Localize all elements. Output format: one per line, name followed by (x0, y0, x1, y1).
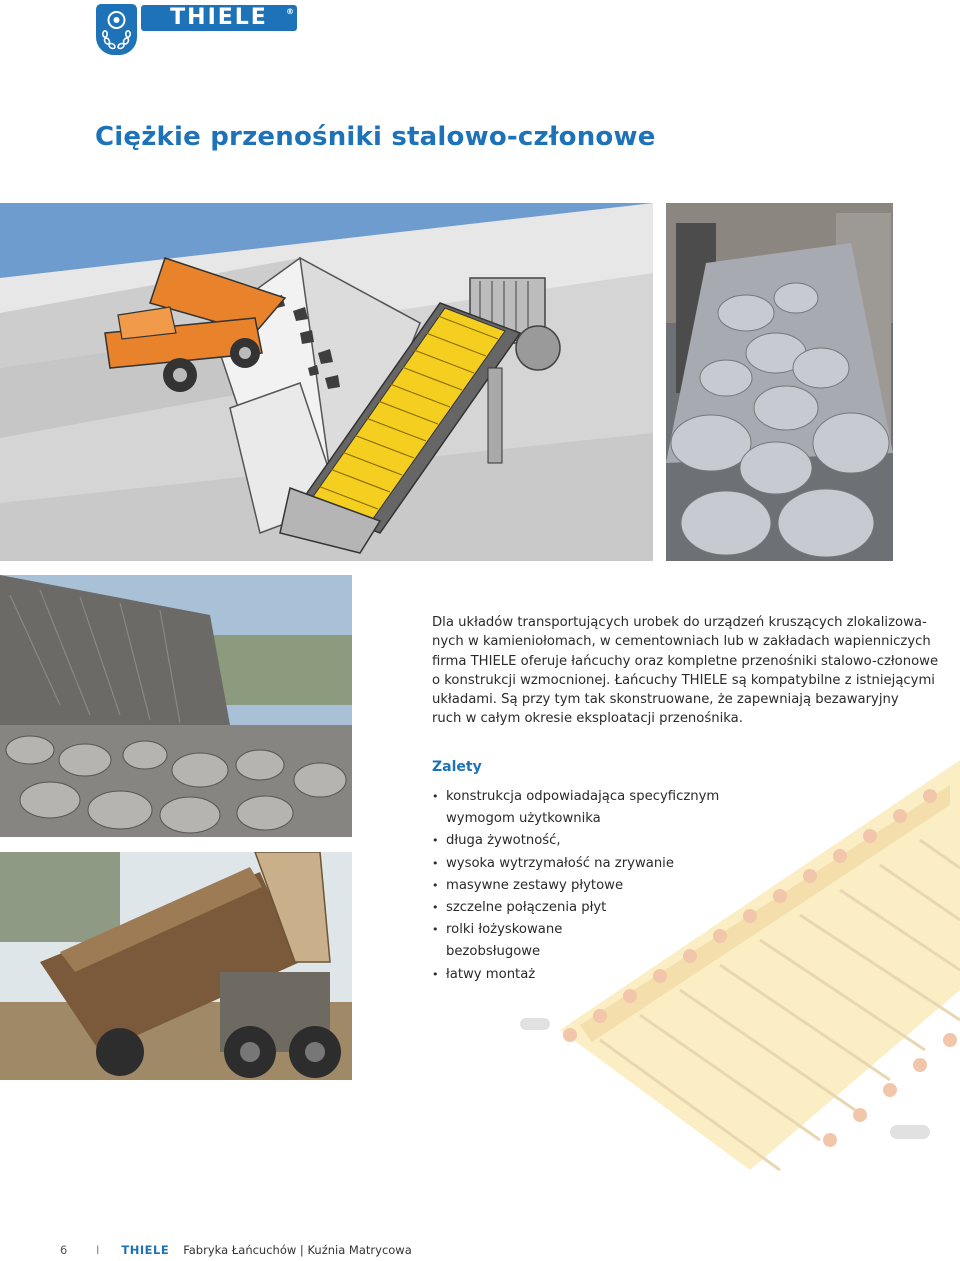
list-item (432, 830, 752, 852)
registered-mark: ® (286, 7, 294, 16)
page-number: 6 (60, 1243, 68, 1257)
list-item-line: • rolki łożyskowane (446, 922, 563, 938)
description-line: ruch w całym okresie eksploatacji przenośnika. (432, 711, 743, 727)
list-item-line: • długa żywotność, (446, 833, 561, 849)
quarry-photo (0, 575, 352, 837)
list-item-line: • masywne zestawy płytowe (446, 877, 624, 893)
chain-emblem-icon (98, 6, 135, 53)
description-line: o konstrukcji wzmocnionej. Łańcuchy THIELE są kompatybilne z istniejącymi (432, 672, 935, 688)
list-item-line: • łatwy montaż (446, 966, 536, 982)
list-item (432, 875, 752, 897)
footer-separator: I (96, 1243, 100, 1257)
list-item-line: • szczelne połączenia płyt (446, 900, 607, 916)
list-item (432, 919, 752, 963)
logo-text: THIELE (170, 5, 268, 30)
list-item (432, 897, 752, 919)
description-line: układami. Są przy tym tak skonstruowane, że zapewniają bezawaryjny (432, 692, 899, 708)
description-line: nych w kamieniołomach, w cementowniach lub w zakładach wapienniczych (432, 634, 931, 650)
list-item-line: bezobsługowe (446, 944, 541, 960)
list-item (432, 786, 752, 830)
list-item-line: • konstrukcja odpowiadająca specyficznym (446, 789, 720, 804)
description-paragraph (432, 613, 952, 729)
page-footer (60, 1243, 412, 1257)
list-item (432, 853, 752, 875)
logo-badge (96, 4, 137, 55)
description-line: firma THIELE oferuje łańcuchy oraz kompletne przenośniki stalowo-członowe (432, 653, 939, 669)
footer-text: Fabryka Łańcuchów | Kuźnia Matrycowa (183, 1243, 412, 1257)
list-item-line: • wysoka wytrzymałość na zrywanie (446, 855, 674, 871)
page-title: Ciężkie przenośniki stalowo-członowe (95, 122, 656, 152)
conveyor-diagram-illustration (0, 203, 653, 561)
logo-wordmark (141, 5, 297, 31)
list-item (432, 964, 752, 986)
list-item-line: wymogom użytkownika (446, 811, 601, 827)
advantages-heading: Zalety (432, 759, 482, 775)
dump-truck-photo (0, 852, 352, 1080)
footer-brand: THIELE (121, 1243, 170, 1257)
description-line: Dla układów transportujących urobek do urządzeń kruszących zlokalizowa- (432, 615, 927, 630)
crusher-photo (666, 203, 893, 561)
advantages-list (432, 786, 752, 986)
